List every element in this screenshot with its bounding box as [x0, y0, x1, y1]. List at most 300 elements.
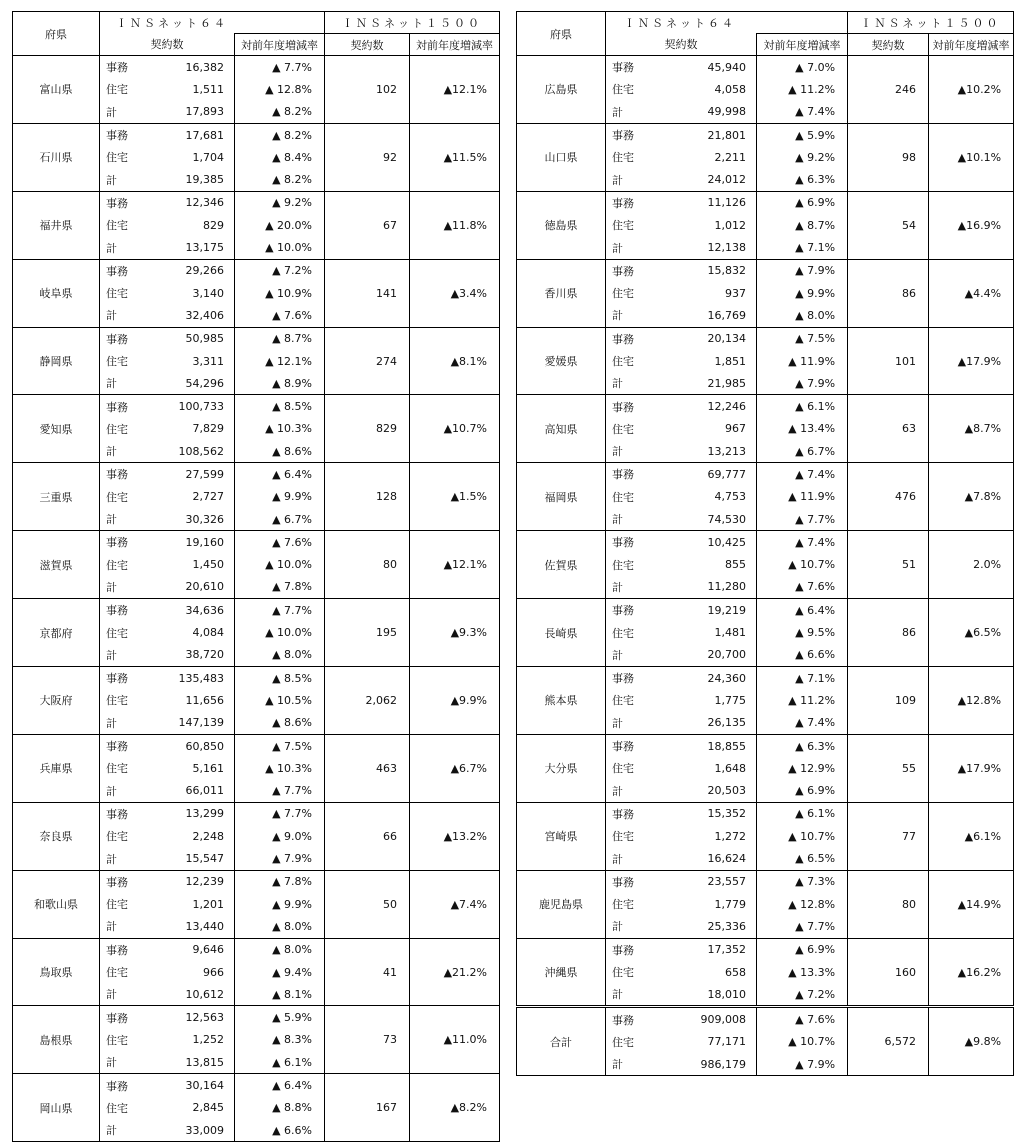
table-row: [13, 938, 500, 961]
ins64-yoy-rate: ▲ 7.3%: [757, 870, 848, 893]
row-label: 住宅: [612, 83, 634, 97]
row-label: 住宅: [612, 626, 634, 640]
ins1500-yoy-rate: ▲13.2%: [410, 802, 500, 870]
ins64-yoy-rate: ▲ 8.0%: [235, 915, 325, 938]
row-label: 事務: [606, 938, 656, 961]
ins64-yoy-rate: ▲ 8.0%: [235, 644, 325, 667]
ins64-contracts: 69,777: [656, 463, 757, 486]
row-label: 住宅: [612, 762, 634, 776]
prefecture-name: 長崎県: [517, 599, 606, 667]
row-label: 住宅: [612, 1035, 634, 1049]
ins64-yoy-rate: ▲ 7.5%: [757, 327, 848, 350]
ins64-yoy-rate: ▲ 10.7%: [757, 554, 848, 576]
ins1500-contracts: 73: [325, 1006, 410, 1074]
ins1500-yoy-rate: ▲17.9%: [929, 734, 1014, 802]
ins64-yoy-rate: ▲ 6.6%: [757, 644, 848, 667]
ins64-yoy-rate: ▲ 9.5%: [757, 621, 848, 643]
row-label: 事務: [100, 599, 148, 622]
row-label: 住宅: [106, 1033, 128, 1047]
prefecture-name: 熊本県: [517, 667, 606, 735]
ins1500-contracts: 41: [325, 938, 410, 1006]
row-label: 事務: [100, 395, 148, 418]
ins64-contracts: 11,126: [656, 191, 757, 214]
ins1500-contracts: 63: [848, 395, 929, 463]
ins64-contracts: 1,511: [148, 78, 235, 100]
table-row: [13, 259, 500, 282]
ins1500-contracts: 829: [325, 395, 410, 463]
ins1500-yoy-rate: ▲21.2%: [410, 938, 500, 1006]
row-label: 計: [106, 377, 117, 391]
header-contracts: 契約数: [606, 34, 757, 56]
row-label: 事務: [100, 802, 148, 825]
prefecture-name: 岡山県: [13, 1074, 100, 1142]
ins1500-yoy-rate: ▲12.1%: [410, 56, 500, 124]
ins64-yoy-rate: ▲ 10.3%: [235, 418, 325, 440]
prefecture-name: 沖縄県: [517, 938, 606, 1007]
ins64-contracts: 20,503: [656, 780, 757, 803]
ins64-yoy-rate: ▲ 7.7%: [235, 802, 325, 825]
prefecture-name: 福井県: [13, 191, 100, 259]
row-label: 計: [612, 988, 623, 1002]
ins64-contracts: 9,646: [148, 938, 235, 961]
row-label: 住宅: [612, 355, 634, 368]
prefecture-name: 和歌山県: [13, 870, 100, 938]
row-label: 事務: [606, 259, 656, 282]
table-row: [13, 599, 500, 622]
ins64-yoy-rate: ▲ 6.3%: [757, 734, 848, 757]
ins64-contracts: 77,171: [656, 1031, 757, 1053]
ins64-yoy-rate: ▲ 10.0%: [235, 236, 325, 259]
table-row: [13, 191, 500, 214]
prefecture-name: 三重県: [13, 463, 100, 531]
ins1500-yoy-rate: ▲11.8%: [410, 191, 500, 259]
ins64-contracts: 11,656: [148, 689, 235, 711]
ins64-contracts: 4,084: [148, 621, 235, 643]
ins64-yoy-rate: ▲ 7.1%: [757, 667, 848, 690]
ins64-yoy-rate: ▲ 9.4%: [235, 961, 325, 983]
ins64-contracts: 50,985: [148, 327, 235, 350]
ins64-contracts: 27,599: [148, 463, 235, 486]
ins64-yoy-rate: ▲ 7.4%: [757, 712, 848, 735]
header-ins1500: ＩＮＳネット１５００: [848, 12, 1014, 34]
ins64-yoy-rate: ▲ 7.6%: [757, 576, 848, 599]
ins64-yoy-rate: ▲ 9.2%: [757, 146, 848, 168]
ins1500-contracts: 51: [848, 531, 929, 599]
ins64-yoy-rate: ▲ 7.9%: [757, 372, 848, 395]
ins64-yoy-rate: ▲ 8.3%: [235, 1029, 325, 1051]
ins64-contracts: 3,140: [148, 282, 235, 304]
ins64-yoy-rate: ▲ 7.6%: [757, 1007, 848, 1031]
row-label: 事務: [100, 463, 148, 486]
row-label: 住宅: [106, 966, 128, 980]
row-label: 事務: [606, 531, 656, 554]
table-row: [13, 1006, 500, 1029]
header-yoy: 対前年度増減率: [235, 34, 325, 56]
prefecture-name: 富山県: [13, 56, 100, 124]
ins64-contracts: 4,753: [656, 486, 757, 508]
table-row: [13, 870, 500, 893]
ins64-contracts: 19,160: [148, 531, 235, 554]
ins64-yoy-rate: ▲ 7.9%: [235, 847, 325, 870]
row-label: 計: [106, 1056, 117, 1070]
ins64-contracts: 2,845: [148, 1097, 235, 1119]
ins1500-contracts: 80: [325, 531, 410, 599]
ins64-contracts: 12,138: [656, 236, 757, 259]
table-row: [517, 463, 1014, 486]
ins64-contracts: 15,547: [148, 847, 235, 870]
row-label: 住宅: [106, 830, 128, 844]
ins1500-contracts: 77: [848, 802, 929, 870]
ins64-yoy-rate: ▲ 10.7%: [757, 825, 848, 847]
ins64-contracts: 7,829: [148, 418, 235, 440]
ins64-yoy-rate: ▲ 9.9%: [235, 486, 325, 508]
row-label: 計: [106, 105, 117, 119]
ins64-contracts: 1,704: [148, 146, 235, 168]
ins64-yoy-rate: ▲ 6.4%: [235, 463, 325, 486]
ins64-contracts: 49,998: [656, 101, 757, 124]
ins64-yoy-rate: ▲ 8.7%: [235, 327, 325, 350]
ins1500-yoy-rate: ▲9.3%: [410, 599, 500, 667]
ins1500-yoy-rate: ▲14.9%: [929, 870, 1014, 938]
row-label: 計: [106, 309, 117, 323]
table-row: [517, 395, 1014, 418]
row-label: 計: [106, 580, 117, 594]
ins64-contracts: 986,179: [656, 1053, 757, 1076]
ins64-yoy-rate: ▲ 7.7%: [757, 508, 848, 531]
ins1500-contracts: 463: [325, 734, 410, 802]
ins64-yoy-rate: ▲ 7.4%: [757, 101, 848, 124]
ins64-contracts: 20,134: [656, 327, 757, 350]
ins1500-contracts: 50: [325, 870, 410, 938]
ins64-contracts: 100,733: [148, 395, 235, 418]
row-label: 住宅: [612, 219, 634, 233]
row-label: 計: [612, 852, 623, 866]
ins64-yoy-rate: ▲ 8.2%: [235, 123, 325, 146]
header-ins64: ＩＮＳネット６４: [606, 12, 848, 34]
ins64-yoy-rate: ▲ 11.2%: [757, 689, 848, 711]
row-label: 計: [106, 513, 117, 527]
row-label: 計: [612, 920, 623, 934]
ins1500-yoy-rate: ▲8.1%: [410, 327, 500, 395]
row-label: 住宅: [612, 898, 634, 912]
ins1500-yoy-rate: ▲10.7%: [410, 395, 500, 463]
row-label: 住宅: [106, 490, 128, 504]
ins64-yoy-rate: ▲ 13.4%: [757, 418, 848, 440]
ins64-yoy-rate: ▲ 6.1%: [757, 802, 848, 825]
ins64-yoy-rate: ▲ 8.5%: [235, 667, 325, 690]
table-row: [13, 734, 500, 757]
ins1500-contracts: 109: [848, 667, 929, 735]
header-contracts-1500: 契約数: [848, 34, 929, 56]
ins1500-contracts: 67: [325, 191, 410, 259]
header-yoy-1500: 対前年度増減率: [410, 34, 500, 56]
table-row: [517, 191, 1014, 214]
table-row: [13, 667, 500, 690]
row-label: 事務: [100, 191, 148, 214]
ins64-yoy-rate: ▲ 7.8%: [235, 870, 325, 893]
table-row: [517, 259, 1014, 282]
table-row: [517, 734, 1014, 757]
ins64-contracts: 19,385: [148, 168, 235, 191]
table-row: [517, 667, 1014, 690]
table-row: [13, 463, 500, 486]
ins64-yoy-rate: ▲ 8.8%: [235, 1097, 325, 1119]
prefecture-name: 京都府: [13, 599, 100, 667]
row-label: 計: [612, 716, 623, 730]
ins1500-contracts: 80: [848, 870, 929, 938]
ins64-contracts: 17,681: [148, 123, 235, 146]
ins64-contracts: 829: [148, 214, 235, 236]
row-label: 事務: [100, 1074, 148, 1097]
table-row: [517, 938, 1014, 961]
row-label: 計: [612, 784, 623, 798]
row-label: 事務: [606, 734, 656, 757]
ins64-yoy-rate: ▲ 9.9%: [235, 893, 325, 915]
row-label: 事務: [606, 599, 656, 622]
ins1500-yoy-rate: ▲16.2%: [929, 938, 1014, 1007]
ins64-contracts: 30,326: [148, 508, 235, 531]
ins64-yoy-rate: ▲ 7.5%: [235, 734, 325, 757]
row-label: 計: [612, 1058, 623, 1072]
ins1500-yoy-rate: ▲12.1%: [410, 531, 500, 599]
row-label: 住宅: [106, 355, 128, 368]
row-label: 事務: [100, 123, 148, 146]
ins64-yoy-rate: ▲ 12.8%: [757, 893, 848, 915]
row-label: 事務: [606, 327, 656, 350]
prefecture-name: 島根県: [13, 1006, 100, 1074]
row-label: 住宅: [612, 422, 634, 436]
ins1500-yoy-rate: 2.0%: [929, 531, 1014, 599]
ins1500-yoy-rate: ▲11.5%: [410, 123, 500, 191]
ins1500-contracts: 195: [325, 599, 410, 667]
ins64-yoy-rate: ▲ 10.0%: [235, 621, 325, 643]
row-label: 住宅: [106, 287, 128, 301]
ins1500-contracts: 54: [848, 191, 929, 259]
prefecture-name: 宮崎県: [517, 802, 606, 870]
ins64-yoy-rate: ▲ 10.0%: [235, 554, 325, 576]
ins64-contracts: 13,815: [148, 1051, 235, 1074]
table-row: [517, 870, 1014, 893]
row-label: 計: [106, 1124, 117, 1138]
ins64-contracts: 12,346: [148, 191, 235, 214]
table-row: [517, 327, 1014, 350]
ins64-yoy-rate: ▲ 6.4%: [235, 1074, 325, 1097]
row-label: 住宅: [612, 694, 634, 708]
ins64-yoy-rate: ▲ 7.1%: [757, 236, 848, 259]
ins1500-contracts: 167: [325, 1074, 410, 1142]
table-row: [13, 395, 500, 418]
ins64-contracts: 937: [656, 282, 757, 304]
ins64-yoy-rate: ▲ 9.9%: [757, 282, 848, 304]
ins1500-contracts: 2,062: [325, 667, 410, 735]
ins64-yoy-rate: ▲ 6.7%: [235, 508, 325, 531]
ins64-yoy-rate: ▲ 8.0%: [235, 938, 325, 961]
ins64-contracts: 12,246: [656, 395, 757, 418]
ins64-contracts: 10,425: [656, 531, 757, 554]
ins64-contracts: 16,624: [656, 847, 757, 870]
row-label: 住宅: [612, 490, 634, 504]
row-label: 事務: [606, 1007, 656, 1031]
ins64-yoy-rate: ▲ 6.9%: [757, 780, 848, 803]
row-label: 計: [612, 445, 623, 459]
row-label: 事務: [606, 802, 656, 825]
ins1500-contracts: 66: [325, 802, 410, 870]
row-label: 事務: [100, 734, 148, 757]
ins64-yoy-rate: ▲ 7.4%: [757, 463, 848, 486]
ins64-yoy-rate: ▲ 8.1%: [235, 983, 325, 1006]
ins64-contracts: 15,352: [656, 802, 757, 825]
ins64-contracts: 16,769: [656, 304, 757, 327]
ins64-contracts: 33,009: [148, 1119, 235, 1142]
ins64-contracts: 45,940: [656, 56, 757, 79]
ins1500-yoy-rate: ▲10.1%: [929, 123, 1014, 191]
ins64-contracts: 20,610: [148, 576, 235, 599]
ins64-yoy-rate: ▲ 6.1%: [235, 1051, 325, 1074]
header-contracts: 契約数: [100, 34, 235, 56]
row-label: 計: [612, 580, 623, 594]
ins1500-yoy-rate: ▲1.5%: [410, 463, 500, 531]
prefecture-name: 合計: [517, 1007, 606, 1076]
ins64-contracts: 66,011: [148, 780, 235, 803]
row-label: 住宅: [612, 151, 634, 165]
ins64-yoy-rate: ▲ 10.3%: [235, 757, 325, 779]
table-row: [13, 531, 500, 554]
prefecture-name: 滋賀県: [13, 531, 100, 599]
ins1500-contracts: 101: [848, 327, 929, 395]
ins64-yoy-rate: ▲ 20.0%: [235, 214, 325, 236]
row-label: 住宅: [106, 694, 128, 708]
ins64-contracts: 54,296: [148, 372, 235, 395]
ins64-contracts: 24,012: [656, 168, 757, 191]
ins64-contracts: 3,311: [148, 350, 235, 372]
prefecture-name: 佐賀県: [517, 531, 606, 599]
ins64-yoy-rate: ▲ 5.9%: [757, 123, 848, 146]
ins64-contracts: 17,352: [656, 938, 757, 961]
header-ins1500: ＩＮＳネット１５００: [325, 12, 500, 34]
ins64-yoy-rate: ▲ 6.5%: [757, 847, 848, 870]
prefecture-name: 鹿児島県: [517, 870, 606, 938]
table-row: [517, 599, 1014, 622]
ins64-yoy-rate: ▲ 7.6%: [235, 531, 325, 554]
header-ins64: ＩＮＳネット６４: [100, 12, 325, 34]
prefecture-name: 愛媛県: [517, 327, 606, 395]
row-label: 事務: [606, 191, 656, 214]
ins1500-contracts: 128: [325, 463, 410, 531]
row-label: 計: [106, 716, 117, 730]
ins1500-yoy-rate: ▲6.7%: [410, 734, 500, 802]
row-label: 計: [612, 513, 623, 527]
ins1500-yoy-rate: ▲3.4%: [410, 259, 500, 327]
ins64-contracts: 967: [656, 418, 757, 440]
ins64-contracts: 13,299: [148, 802, 235, 825]
ins64-contracts: 30,164: [148, 1074, 235, 1097]
row-label: 事務: [100, 1006, 148, 1029]
ins64-contracts: 20,700: [656, 644, 757, 667]
ins1500-contracts: 246: [848, 56, 929, 124]
ins64-contracts: 18,010: [656, 983, 757, 1007]
ins64-yoy-rate: ▲ 12.9%: [757, 757, 848, 779]
ins64-contracts: 13,213: [656, 440, 757, 463]
row-label: 事務: [606, 870, 656, 893]
prefecture-name: 大阪府: [13, 667, 100, 735]
ins1500-contracts: 274: [325, 327, 410, 395]
ins1500-yoy-rate: ▲9.9%: [410, 667, 500, 735]
ins64-contracts: 1,252: [148, 1029, 235, 1051]
ins64-contracts: 13,440: [148, 915, 235, 938]
ins64-contracts: 34,636: [148, 599, 235, 622]
left-table-body: [13, 56, 500, 1142]
ins64-contracts: 17,893: [148, 101, 235, 124]
ins64-contracts: 12,239: [148, 870, 235, 893]
prefecture-name: 石川県: [13, 123, 100, 191]
row-label: 計: [612, 105, 623, 119]
header-yoy: 対前年度増減率: [757, 34, 848, 56]
row-label: 事務: [606, 667, 656, 690]
ins64-contracts: 18,855: [656, 734, 757, 757]
table-row: [517, 802, 1014, 825]
row-label: 計: [106, 784, 117, 798]
row-label: 計: [106, 173, 117, 187]
prefecture-name: 愛知県: [13, 395, 100, 463]
ins64-contracts: 13,175: [148, 236, 235, 259]
row-label: 事務: [606, 56, 656, 79]
ins1500-yoy-rate: ▲10.2%: [929, 56, 1014, 124]
prefecture-name: 高知県: [517, 395, 606, 463]
row-label: 事務: [100, 56, 148, 79]
ins1500-yoy-rate: ▲9.8%: [929, 1007, 1014, 1076]
prefecture-name: 大分県: [517, 734, 606, 802]
ins1500-yoy-rate: ▲7.8%: [929, 463, 1014, 531]
ins64-contracts: 1,851: [656, 350, 757, 372]
row-label: 住宅: [612, 558, 634, 572]
ins64-yoy-rate: ▲ 10.7%: [757, 1031, 848, 1053]
row-label: 計: [612, 377, 623, 391]
ins64-yoy-rate: ▲ 8.6%: [235, 440, 325, 463]
ins64-yoy-rate: ▲ 10.5%: [235, 689, 325, 711]
row-label: 事務: [100, 870, 148, 893]
row-label: 事務: [100, 259, 148, 282]
header-prefecture: 府県: [13, 12, 100, 56]
ins64-yoy-rate: ▲ 7.6%: [235, 304, 325, 327]
ins64-yoy-rate: ▲ 6.3%: [757, 168, 848, 191]
ins64-contracts: 10,612: [148, 983, 235, 1006]
row-label: 事務: [100, 938, 148, 961]
row-label: 事務: [100, 327, 148, 350]
ins1500-yoy-rate: ▲7.4%: [410, 870, 500, 938]
ins64-yoy-rate: ▲ 12.1%: [235, 350, 325, 372]
ins64-contracts: 1,272: [656, 825, 757, 847]
row-label: 住宅: [106, 83, 128, 97]
ins64-contracts: 1,648: [656, 757, 757, 779]
row-label: 事務: [100, 667, 148, 690]
table-row: [517, 1007, 1014, 1031]
ins64-yoy-rate: ▲ 8.4%: [235, 146, 325, 168]
ins64-contracts: 21,985: [656, 372, 757, 395]
ins64-yoy-rate: ▲ 7.9%: [757, 259, 848, 282]
ins1500-contracts: 160: [848, 938, 929, 1007]
row-label: 住宅: [106, 219, 128, 233]
ins1500-contracts: 86: [848, 599, 929, 667]
row-label: 計: [612, 309, 623, 323]
ins1500-yoy-rate: ▲16.9%: [929, 191, 1014, 259]
ins64-contracts: 135,483: [148, 667, 235, 690]
ins64-yoy-rate: ▲ 8.7%: [757, 214, 848, 236]
ins64-yoy-rate: ▲ 12.8%: [235, 78, 325, 100]
ins64-contracts: 19,219: [656, 599, 757, 622]
ins64-contracts: 26,135: [656, 712, 757, 735]
row-label: 事務: [606, 123, 656, 146]
row-label: 計: [106, 648, 117, 662]
